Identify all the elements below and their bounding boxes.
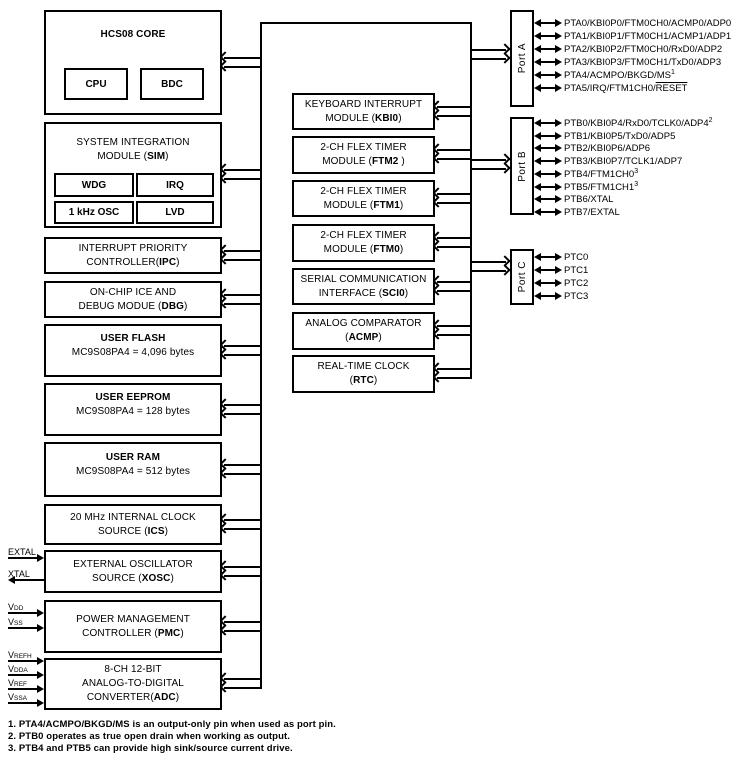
- pin-arrow-right-icon: [555, 144, 562, 152]
- module-ftm1: [292, 180, 435, 217]
- pin-arrow-right-icon: [555, 71, 562, 79]
- pin-arrow-left-icon: [534, 292, 541, 300]
- module-ftm0-label: 2-CH FLEX TIMER MODULE (FTM0): [320, 230, 407, 255]
- pin-arrow-left-icon: [534, 253, 541, 261]
- pin-label: PTA1/KBI0P1/FTM0CH1/ACMP1/ADP1: [564, 30, 732, 42]
- pin-label: PTC0: [564, 251, 589, 263]
- pin-label: $PTB0/KBI0P4/RxD0/TCLK0/ADP4^2$: [564, 116, 713, 130]
- footnote-1: 1. PTA4/ACMPO/BKGD/MS is an output-only pin when used as port pin.: [8, 719, 336, 730]
- pin-arrow-right-icon: [555, 208, 562, 216]
- pin-arrow-left-icon: [534, 119, 541, 127]
- pin-label: PTA3/KBI0P3/FTM0CH1/TxD0/ADP3: [564, 56, 722, 68]
- port-b-pin-0: [534, 118, 713, 128]
- external-pin-extal-wire: [8, 557, 37, 559]
- pin-arrow-left-icon: [534, 266, 541, 274]
- pin-wire: [541, 160, 555, 162]
- pin-arrow-left-icon: [534, 19, 541, 27]
- external-pin-vdda-label: V DDA: [8, 664, 28, 674]
- external-pin-vdd-wire: [8, 612, 37, 614]
- port-c-label: Port C: [516, 261, 528, 293]
- pin-arrow-right-icon: [555, 279, 562, 287]
- pin-wire: [541, 186, 555, 188]
- block-ram: [44, 442, 222, 497]
- pin-wire: [541, 269, 555, 271]
- pin-label: PTB7/EXTAL: [564, 206, 620, 218]
- external-pin-vssa-arrowhead-icon: [37, 699, 44, 707]
- pin-arrow-left-icon: [534, 157, 541, 165]
- pin-arrow-right-icon: [555, 45, 562, 53]
- pin-wire: [541, 211, 555, 213]
- 1-khz-osc-block: 1 kHz OSC: [54, 201, 134, 224]
- pin-arrow-right-icon: [555, 183, 562, 191]
- external-pin-vdd-label: V DD: [8, 602, 24, 612]
- external-pin-vref-arrowhead-icon: [37, 685, 44, 693]
- port-b-pin-6: [534, 194, 613, 204]
- pin-arrow-left-icon: [534, 132, 541, 140]
- module-acmp-label: ANALOG COMPARATOR (ACMP): [305, 318, 422, 343]
- port-c-pin-0: [534, 252, 588, 262]
- external-pin-xtal-label: XTAL: [8, 569, 30, 579]
- bus-port-a-1-arrowhead-icon: [499, 52, 510, 63]
- external-pin-vssa-wire: [8, 702, 37, 704]
- pin-arrow-left-icon: [534, 144, 541, 152]
- pin-wire: [541, 74, 555, 76]
- pin-wire: [541, 295, 555, 297]
- block-eeprom: [44, 383, 222, 436]
- pin-label: $PTA4/ACMPO/BKGD/MS^1$: [564, 68, 675, 82]
- block-core-label: HCS08 CORE: [100, 29, 166, 40]
- port-c-pin-3: [534, 291, 588, 301]
- pin-arrow-left-icon: [534, 208, 541, 216]
- block-ics: [44, 504, 222, 545]
- external-pin-vssa-label: V SSA: [8, 692, 28, 702]
- pin-arrow-right-icon: [555, 84, 562, 92]
- bdc-block: BDC: [140, 68, 204, 100]
- pin-wire: [541, 135, 555, 137]
- block-xosc-label: EXTERNAL OSCILLATOR SOURCE (XOSC): [73, 558, 193, 584]
- port-b-pin-3: [534, 156, 682, 166]
- pin-wire: [541, 282, 555, 284]
- port-a-pin-0: [534, 18, 731, 28]
- block-flash: [44, 324, 222, 377]
- pin-wire: [541, 173, 555, 175]
- pin-label: PTB1/KBI0P5/TxD0/ADP5: [564, 130, 676, 142]
- pin-arrow-right-icon: [555, 292, 562, 300]
- pin-wire: [541, 35, 555, 37]
- block-sim-label: SYSTEM INTEGRATION MODULE (SIM): [76, 137, 190, 162]
- block-pmc-label: POWER MANAGEMENT CONTROLLER (PMC): [76, 613, 190, 639]
- block-eeprom-label: USER EEPROM MC9S08PA4 = 128 bytes: [76, 392, 190, 417]
- pin-label: PTA2/KBI0P2/FTM0CH0/RxD0/ADP2: [564, 43, 723, 55]
- block-pmc: [44, 600, 222, 653]
- block-xosc: [44, 550, 222, 593]
- port-a-pin-5: [534, 83, 687, 93]
- port-a-box: [510, 10, 534, 107]
- port-b-pin-5: [534, 182, 638, 192]
- block-dbg: [44, 281, 222, 318]
- port-b-pin-7: [534, 207, 620, 217]
- pin-label: PTB3/KBI0P7/TCLK1/ADP7: [564, 155, 683, 167]
- external-pin-vss-wire: [8, 627, 37, 629]
- pin-wire: [541, 256, 555, 258]
- module-rtc-label: REAL-TIME CLOCK (RTC): [317, 361, 410, 386]
- pin-arrow-right-icon: [555, 19, 562, 27]
- pin-label: $PTB4/FTM1CH0^3$: [564, 167, 639, 181]
- pin-label: PTC1: [564, 264, 589, 276]
- module-sci0-label: SERIAL COMMUNICATION INTERFACE (SCI0): [300, 273, 427, 299]
- cpu-block: CPU: [64, 68, 128, 100]
- pin-arrow-left-icon: [534, 71, 541, 79]
- external-pin-vdd-arrowhead-icon: [37, 609, 44, 617]
- module-ftm0: [292, 224, 435, 262]
- irq-block: IRQ: [136, 173, 214, 197]
- port-c-pin-1: [534, 265, 588, 275]
- external-pin-vdda-arrowhead-icon: [37, 671, 44, 679]
- pin-wire: [541, 61, 555, 63]
- pin-label: PTC3: [564, 290, 589, 302]
- module-ftm1-label: 2-CH FLEX TIMER MODULE (FTM1): [320, 185, 407, 211]
- block-ics-label: 20 MHz INTERNAL CLOCK SOURCE (ICS): [70, 511, 196, 537]
- pin-arrow-right-icon: [555, 32, 562, 40]
- pin-arrow-left-icon: [534, 84, 541, 92]
- external-pin-vrefh-label: V REFH: [8, 650, 32, 660]
- port-a-pin-3: [534, 57, 721, 67]
- external-pin-extal-label: EXTAL: [8, 547, 36, 557]
- bus-port-b-1-arrowhead-icon: [499, 162, 510, 173]
- pin-wire: [541, 48, 555, 50]
- pin-label: PTA0/KBI0P0/FTM0CH0/ACMP0/ADP0: [564, 17, 732, 29]
- pin-wire: [541, 198, 555, 200]
- pin-arrow-right-icon: [555, 266, 562, 274]
- block-ram-label: USER RAM MC9S08PA4 = 512 bytes: [76, 452, 190, 477]
- port-b-pin-4: [534, 169, 638, 179]
- pin-arrow-right-icon: [555, 195, 562, 203]
- port-c-box: [510, 249, 534, 305]
- block-ipc-label: INTERRUPT PRIORITY CONTROLLER(IPC): [78, 242, 188, 268]
- module-kbi0: [292, 93, 435, 130]
- pin-arrow-left-icon: [534, 170, 541, 178]
- bus-port-c-1-arrowhead-icon: [499, 264, 510, 275]
- external-pin-xtal-wire: [15, 579, 44, 581]
- pin-arrow-left-icon: [534, 32, 541, 40]
- module-ftm2-label: 2-CH FLEX TIMER MODULE (FTM2 ): [320, 142, 407, 167]
- port-a-pin-4: [534, 70, 675, 80]
- pin-arrow-left-icon: [534, 45, 541, 53]
- footnote-2: 2. PTB0 operates as true open drain when working as output.: [8, 731, 290, 742]
- pin-arrow-right-icon: [555, 119, 562, 127]
- port-b-box: [510, 117, 534, 215]
- port-a-label: Port A: [516, 43, 528, 74]
- pin-wire: [541, 122, 555, 124]
- pin-wire: [541, 147, 555, 149]
- module-rtc: [292, 355, 435, 393]
- external-pin-vref-label: V REF: [8, 678, 28, 688]
- pin-arrow-left-icon: [534, 279, 541, 287]
- port-b-label: Port B: [516, 150, 528, 182]
- block-ipc: [44, 237, 222, 274]
- port-b-pin-2: [534, 143, 650, 153]
- module-kbi0-label: KEYBOARD INTERRUPT MODULE (KBI0): [304, 98, 423, 124]
- system-bus-left: [260, 22, 262, 689]
- pin-arrow-right-icon: [555, 170, 562, 178]
- external-pin-extal-arrowhead-icon: [37, 554, 44, 562]
- pin-label: PTB6/XTAL: [564, 193, 614, 205]
- lvd-block: LVD: [136, 201, 214, 224]
- external-pin-vss-label: V SS: [8, 617, 23, 627]
- module-acmp: [292, 312, 435, 350]
- external-pin-xtal-arrowhead-icon: [8, 576, 15, 584]
- footnote-3: 3. PTB4 and PTB5 can provide high sink/source current drive.: [8, 743, 293, 754]
- pin-arrow-left-icon: [534, 58, 541, 66]
- pin-arrow-right-icon: [555, 157, 562, 165]
- port-b-pin-1: [534, 131, 675, 141]
- pin-arrow-right-icon: [555, 132, 562, 140]
- port-a-pin-2: [534, 44, 722, 54]
- pin-arrow-left-icon: [534, 183, 541, 191]
- block-adc-label: 8-CH 12-BIT ANALOG-TO-DIGITAL CONVERTER(ADC): [82, 664, 184, 703]
- pin-wire: [541, 22, 555, 24]
- wdg-block: WDG: [54, 173, 134, 197]
- block-flash-label: USER FLASH MC9S08PA4 = 4,096 bytes: [71, 333, 195, 358]
- block-dbg-label: ON-CHIP ICE AND DEBUG MODUE (DBG): [78, 286, 188, 312]
- pin-arrow-left-icon: [534, 195, 541, 203]
- pin-wire: [541, 87, 555, 89]
- module-sci0: [292, 268, 435, 305]
- port-c-pin-2: [534, 278, 588, 288]
- module-ftm2: [292, 136, 435, 174]
- pin-label: PTC2: [564, 277, 589, 289]
- external-pin-vrefh-arrowhead-icon: [37, 657, 44, 665]
- pin-arrow-right-icon: [555, 58, 562, 66]
- external-pin-vss-arrowhead-icon: [37, 624, 44, 632]
- system-bus-top: [260, 22, 472, 24]
- pin-label: $PTB5/FTM1CH1^3$: [564, 180, 639, 194]
- port-a-pin-1: [534, 31, 731, 41]
- block-adc: [44, 658, 222, 710]
- pin-label: PTA5/IRQ/FTM1CH0/RESET: [564, 82, 688, 94]
- pin-arrow-right-icon: [555, 253, 562, 261]
- pin-label: PTB2/KBI0P6/ADP6: [564, 142, 651, 154]
